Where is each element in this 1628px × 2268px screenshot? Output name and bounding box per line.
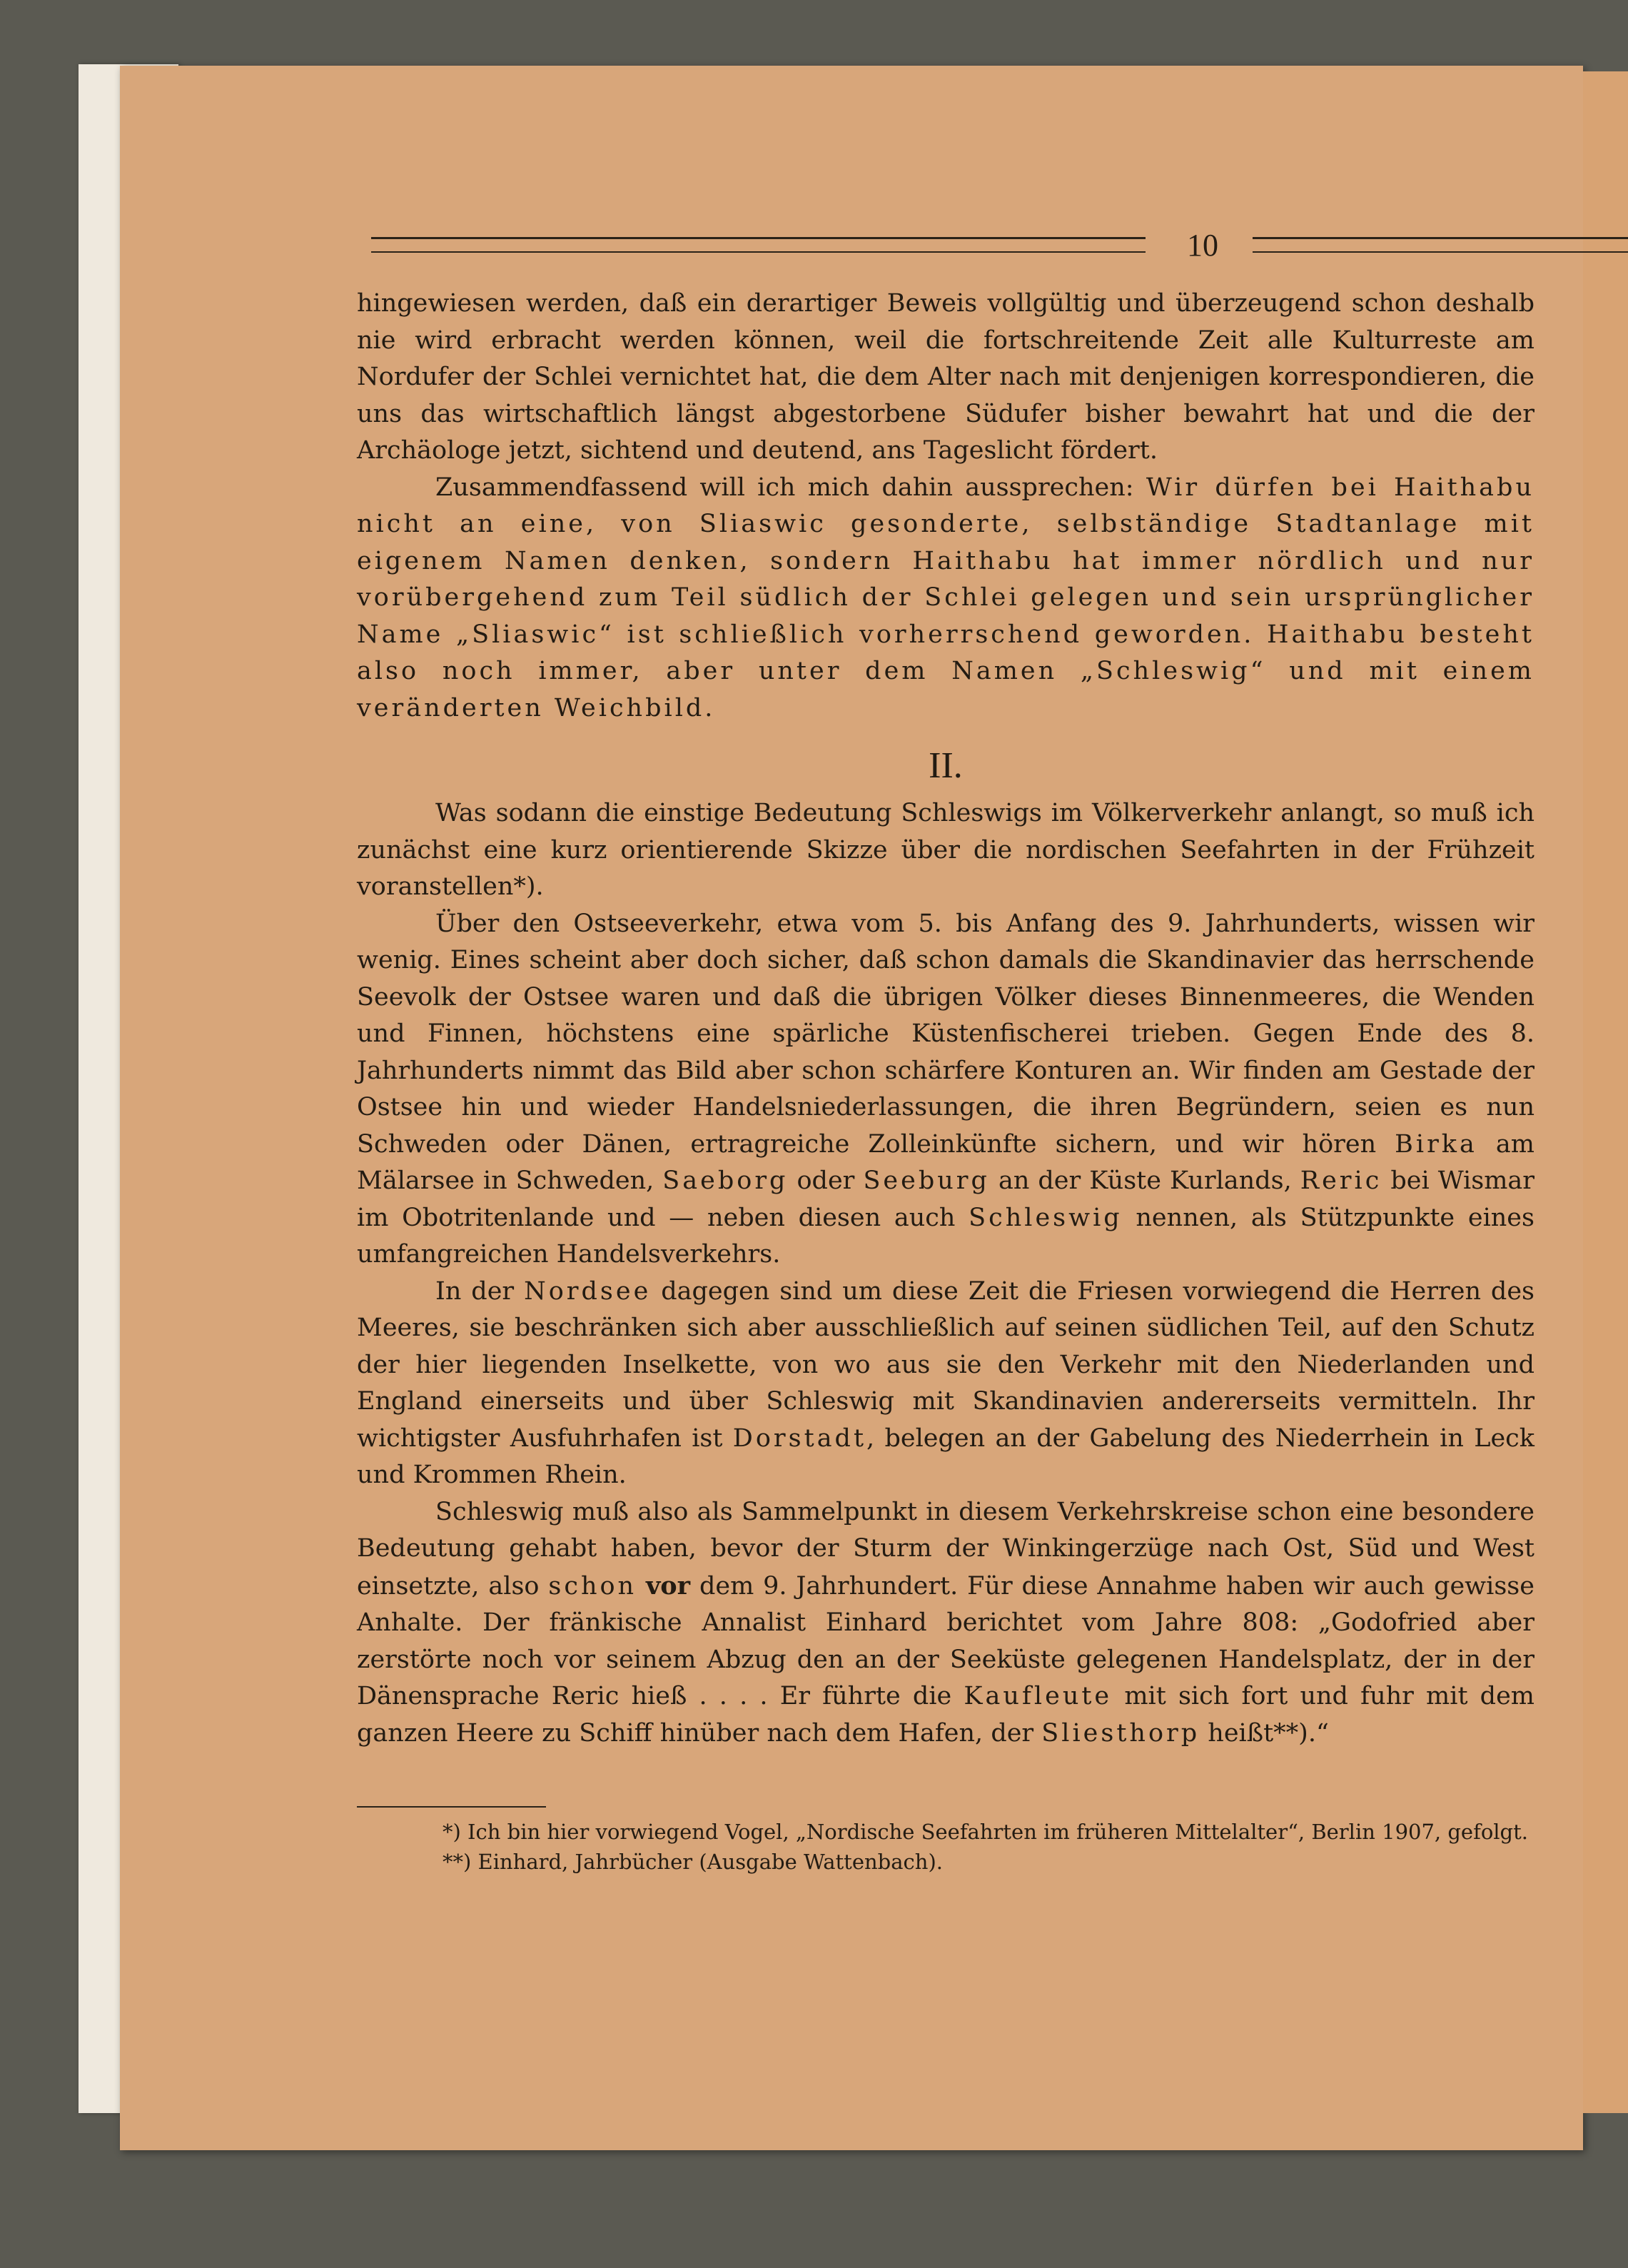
footnote-2: **) Einhard, Jahrbücher (Ausgabe Wattenbach).: [443, 1850, 943, 1874]
paragraph-4: Über den Ostseeverkehr, etwa vom 5. bis Anfang des 9. Jahrhunderts, wissen wir wenig. Eines scheint aber doch sicher, daß schon damals die Skandinavier das herrschende Seevolk der Ostsee waren und daß die übrigen Völker dieses Binnenmeeres, die Wenden und Finnen, höchstens eine spärliche Küstenfischerei trieben. Gegen Ende des 8. Jahrhunderts nimmt das Bild aber schon schärfere Konturen an. Wir finden am Gestade der Ostsee hin und wieder Handelsniederlassungen, die ihren Begründern, seien es nun Schweden oder Dänen, ertragreiche Zolleinkünfte sichern, und wir hören Birka am Mälarsee in Schweden, Saeborg oder Seeburg an der Küste Kurlands, Reric bei Wismar im Obotritenlande und — neben diesen auch Schleswig nennen, als Stützpunkte eines umfangreichen Handelsverkehrs.: [357, 909, 1535, 1269]
page-header: [246, 227, 1538, 263]
place-sliesthorp: Sliesthorp: [1041, 1718, 1200, 1748]
place-reric: Reric: [1300, 1166, 1382, 1195]
paragraph-2-spaced: Wir dürfen bei Haithabu nicht an eine, von Sliaswic gesonderte, selbständige Stadtanlage mit eigenem Namen denken, sondern Haithabu hat immer nördlich und nur vorübergehend zum Teil südlich der Schlei gelegen und sein ursprünglicher Name „Sliaswic“ ist schließlich vorherrschend geworden. Haithabu besteht also noch immer, aber unter dem Namen „Schleswig“ und mit einem veränderten Weichbild.: [357, 473, 1535, 722]
paragraph-1: hingewiesen werden, daß ein derartiger Beweis vollgültig und überzeugend schon deshalb nie wird erbracht werden können, weil die fortschreitende Zeit alle Kulturreste am Nordufer der Schlei vernichtet hat, die dem Alter nach mit denjenigen korrespondieren, die uns das wirtschaftlich längst abgestorbene Südufer bisher bewahrt hat und die der Archäologe jetzt, sichtend und deutend, ans Tageslicht fördert.: [357, 289, 1535, 465]
section-heading: II.: [929, 745, 963, 786]
footnote-1: *) Ich bin hier vorwiegend Vogel, „Nordische Seefahrten im früheren Mittelalter“, Berlin 1907, gefolgt.: [443, 1820, 1528, 1844]
emph-vor: vor: [645, 1571, 691, 1601]
emph-kaufleute: Kaufleute: [964, 1682, 1113, 1710]
place-birka: Birka: [1395, 1129, 1477, 1159]
next-page-edge: [1583, 71, 1628, 2113]
paragraph-2-lead: Zusammendfassend will ich mich dahin aussprechen:: [435, 473, 1146, 502]
paragraph-5: In der Nordsee dagegen sind um diese Zeit die Friesen vorwiegend die Herren des Meeres, sie beschränken sich aber ausschließlich auf seinen südlichen Teil, auf den Schutz der hier liegenden Inselkette, von wo aus sie den Verkehr mit den Niederlanden und England einerseits und über Schleswig mit Skandinavien andererseits vermitteln. Ihr wichtigster Ausfuhrhafen ist Dorstadt, belegen an der Gabelung des Niederrhein in Leck und Krommen Rhein.: [357, 1276, 1535, 1489]
place-saeborg: Saeborg: [662, 1166, 789, 1195]
place-dorstadt: Dorstadt: [732, 1423, 867, 1453]
emph-schon: schon: [548, 1571, 637, 1601]
paragraph-2: [357, 470, 1535, 727]
paragraph-3: Was sodann die einstige Bedeutung Schleswigs im Völkerverkehr anlangt, so muß ich zunächst eine kurz orientierende Skizze über die nordischen Seefahrten in der Frühzeit voranstellen*).: [357, 799, 1535, 901]
header-rule-right: [1253, 237, 1628, 258]
footnotes: [357, 1817, 1535, 1877]
paragraph-6: Schleswig muß also als Sammelpunkt in diesem Verkehrskreise schon eine besondere Bedeutung gehabt haben, bevor der Sturm der Winkingerzüge nach Ost, Süd und West einsetzte, also schon vor dem 9. Jahrhundert. Für diese Annahme haben wir auch gewisse Anhalte. Der fränkische Annalist Einhard berichtet vom Jahre 808: „Godofried aber zerstörte noch vor seinem Abzug den an der Seeküste gelegenen Handelsplatz, der in der Dänensprache Reric hieß . . . . Er führte die Kaufleute mit sich fort und fuhr mit dem ganzen Heere zu Schiff hinüber nach dem Hafen, der Sliesthorp heißt**).“: [357, 1497, 1535, 1748]
page-number: 10: [1187, 228, 1218, 263]
header-rule-left: [371, 237, 1146, 258]
body-text: [357, 286, 1535, 1752]
place-nordsee: Nordsee: [524, 1276, 652, 1306]
place-schleswig: Schleswig: [969, 1203, 1123, 1232]
place-seeburg: Seeburg: [863, 1166, 990, 1195]
footnote-rule: [357, 1806, 546, 1808]
